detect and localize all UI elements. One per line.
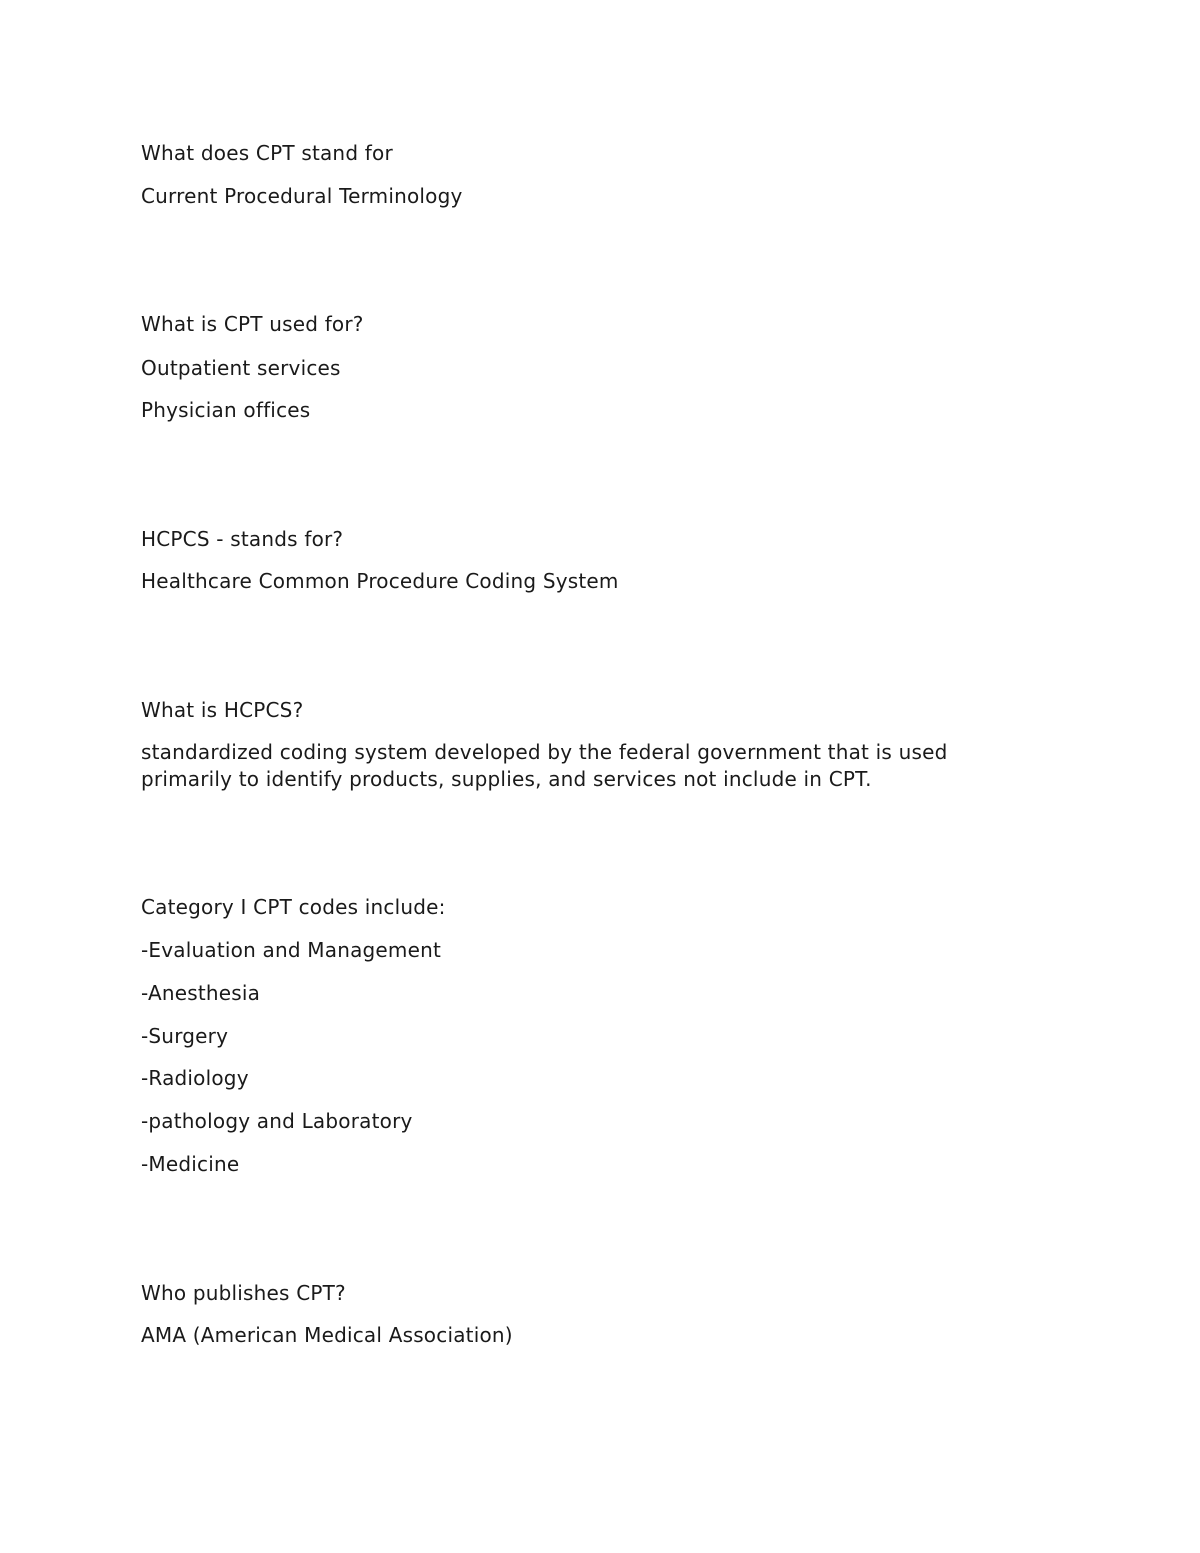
answer-paragraph: standardized coding system developed by the federal government that is used primarily to identify products, supplies, and services not include in CPT. [141,740,948,791]
answer-line: -pathology and Laboratory [141,1109,413,1133]
answer-line: -Evaluation and Management [141,938,442,962]
question-what-is-hcpcs: What is HCPCS? [141,698,304,722]
question-category-i-codes: Category I CPT codes include: [141,895,446,919]
answer-line: Physician offices [141,398,311,422]
answer-line: Outpatient services [141,356,341,380]
answer-line: -Anesthesia [141,981,261,1005]
answer-line: -Surgery [141,1024,229,1048]
question-hcpcs-stands-for: HCPCS - stands for? [141,527,344,551]
answer-line: Healthcare Common Procedure Coding System [141,569,619,593]
answer-line: -Radiology [141,1066,249,1090]
answer-line: Current Procedural Terminology [141,184,463,208]
answer-line: -Medicine [141,1152,240,1176]
answer-line: AMA (American Medical Association) [141,1323,513,1347]
question-cpt-used-for: What is CPT used for? [141,312,364,336]
question-who-publishes-cpt: Who publishes CPT? [141,1281,346,1305]
question-cpt-stand-for: What does CPT stand for [141,141,393,165]
